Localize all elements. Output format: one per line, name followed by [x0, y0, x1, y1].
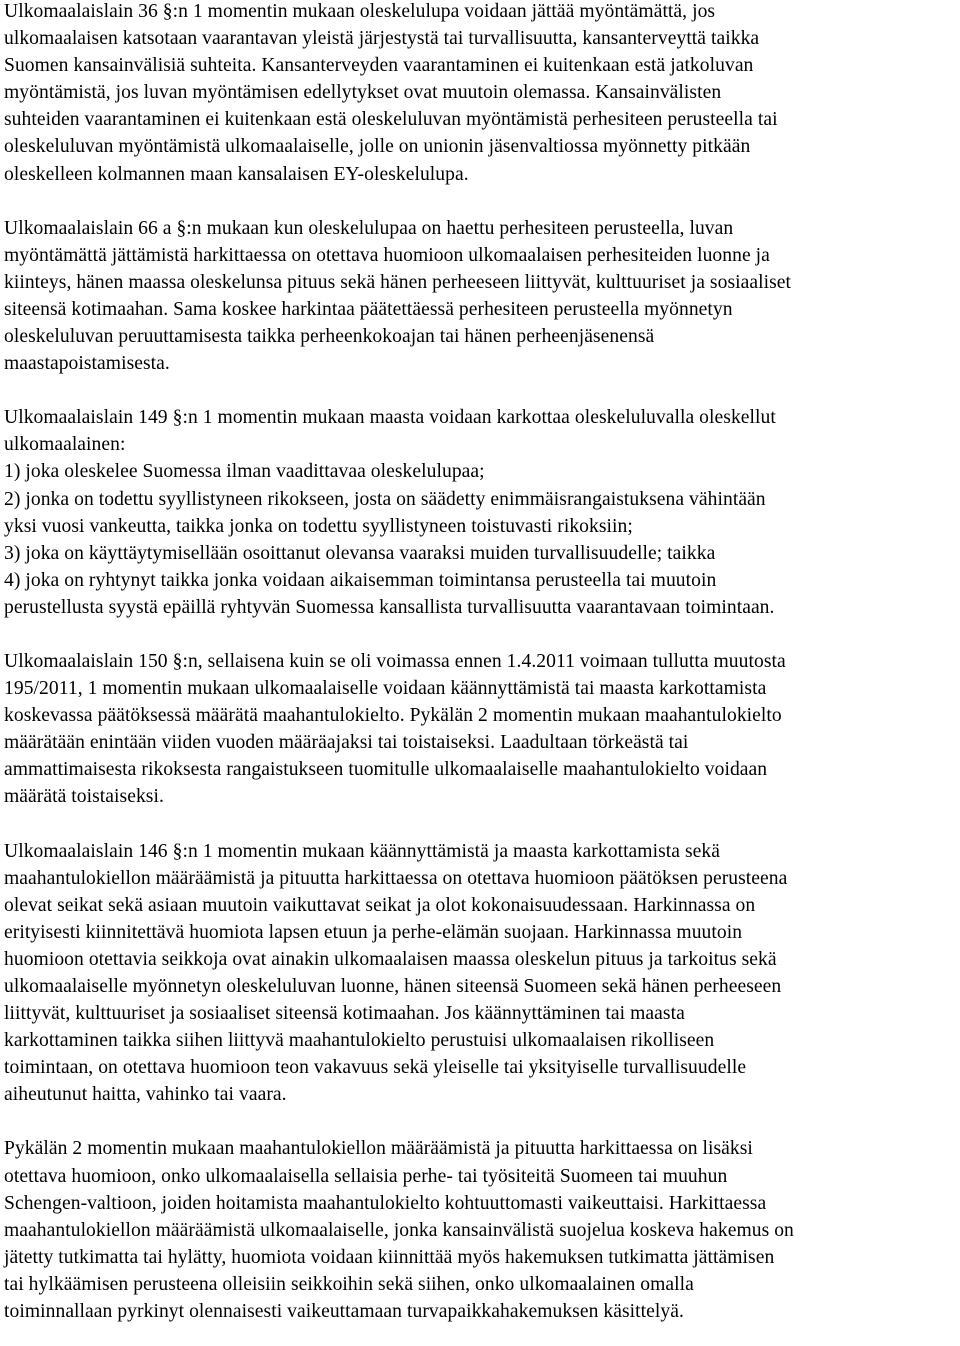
paragraph-section-150: Ulkomaalaislain 150 §:n, sellaisena kuin se oli voimassa ennen 1.4.2011 voimaan tullutta muutosta 195/2011, 1 momentin mukaan ulkomaalaiselle voidaan käännyttämistä tai maasta karkottamista koskevassa päätöksessä määrätä maahantulokielto. Pykälän 2 momentin mukaan maahantulokielto määrätään enintään viiden vuoden määräajaksi tai toistaiseksi. Laadultaan törkeästä tai ammattimaisesta rikoksesta rangaistukseen tuomitulle ulkomaalaiselle maahantulokielto voidaan määrätä toistaiseksi. — [4, 650, 786, 808]
paragraph-section-146-moment-2: Pykälän 2 momentin mukaan maahantulokiellon määräämistä ja pituutta harkittaessa on lisäksi otettava huomioon, onko ulkomaalaisella sellaisia perhe- tai työsiteitä Suomeen tai muuhun Schengen-valtioon, joiden hoitamista maahantulokielto kohtuuttomasti vaikeuttaisi. Harkittaessa maahantulokiellon määräämistä ulkomaalaiselle, jonka kansainvälistä suojelua koskeva hakemus on jätetty tutkimatta tai hylätty, huomiota voidaan kiinnittää myös hakemuksen tutkimatta jättämisen tai hylkäämisen perusteena olleisiin seikkoihin sekä siihen, onko ulkomaalainen omalla toiminnallaan pyrkinyt olennaisesti vaikeuttamaan turvapaikkahakemuksen käsittelyä. — [4, 1138, 794, 1323]
paragraph-section-149: Ulkomaalaislain 149 §:n 1 momentin mukaan maasta voidaan karkottaa oleskeluluvalla oleskellut ulkomaalainen: 1) joka oleskelee Suomessa ilman vaadittavaa oleskelulupaa; 2) jonka on todettu syyllistyneen rikokseen, josta on säädetty enimmäisrangaistuksena vähintään yksi vuosi vankeutta, taikka jonka on todettu syyllistyneen toistuvasti rikoksiin; 3) joka on käyttäytymisellään osoittanut olevansa vaaraksi muiden turvallisuudelle; taikka 4) joka on ryhtynyt taikka jonka voidaan aikaisemman toimintansa perusteella tai muutoin perustellusta syystä epäillä ryhtyvän Suomessa kansallista turvallisuutta vaarantavaan toimintaan. — [4, 407, 776, 618]
paragraph-section-36: Ulkomaalaislain 36 §:n 1 momentin mukaan oleskelulupa voidaan jättää myöntämättä, jos ulkomaalaisen katsotaan vaarantavan yleistä järjestystä tai turvallisuutta, kansanterveyttä taikka Suomen kansainvälisiä suhteita. Kansanterveyden vaarantaminen ei kuitenkaan estä jatkoluvan myöntämistä, jos luvan myöntämisen edellytykset ovat muutoin olemassa. Kansainvälisten suhteiden vaarantaminen ei kuitenkaan estä oleskeluluvan myöntämistä perhesiteen perusteella tai oleskeluluvan myöntämistä ulkomaalaiselle, jolle on unionin jäsenvaltiossa myönnetty pitkään oleskelleen kolmannen maan kansalaisen EY-oleskelulupa. — [4, 1, 778, 185]
paragraph-section-146: Ulkomaalaislain 146 §:n 1 momentin mukaan käännyttämistä ja maasta karkottamista sekä maahantulokiellon määräämistä ja pituutta harkittaessa on otettava huomioon päätöksen perusteena olevat seikat sekä asiaan muutoin vaikuttavat seikat ja olot kokonaisuudessaan. Harkinnassa on erityisesti kiinnitettävä huomiota lapsen etuun ja perhe-elämän suojaan. Harkinnassa muutoin huomioon otettavia seikkoja ovat ainakin ulkomaalaisen maassa oleskelun pituus ja tarkoitus sekä ulkomaalaiselle myönnetyn oleskeluluvan luonne, hänen siteensä Suomeen sekä hänen perheeseen liittyvät, kulttuuriset ja sosiaaliset siteensä kotimaahan. Jos käännyttäminen tai maasta karkottaminen taikka siihen liittyvä maahantulokielto perustuisi ulkomaalaisen rikolliseen toimintaan, on otettava huomioon teon vakavuus sekä yleiselle tai yksityiselle turvallisuudelle aiheutunut haitta, vahinko tai vaara. — [4, 840, 788, 1106]
paragraph-section-66a: Ulkomaalaislain 66 a §:n mukaan kun oleskelulupaa on haettu perhesiteen perusteella, luvan myöntämättä jättämistä harkittaessa on otettava huomioon ulkomaalaisen perhesiteiden luonne ja kiinteys, hänen maassa oleskelunsa pituus sekä hänen perheeseen liittyvät, kulttuuriset ja sosiaaliset siteensä kotimaahan. Sama koskee harkintaa päätettäessä perhesiteen perusteella myönnetyn oleskeluluvan peruuttamisesta taikka perheenkokoajan tai hänen perheenjäsenensä maastapoistamisesta. — [4, 217, 792, 375]
